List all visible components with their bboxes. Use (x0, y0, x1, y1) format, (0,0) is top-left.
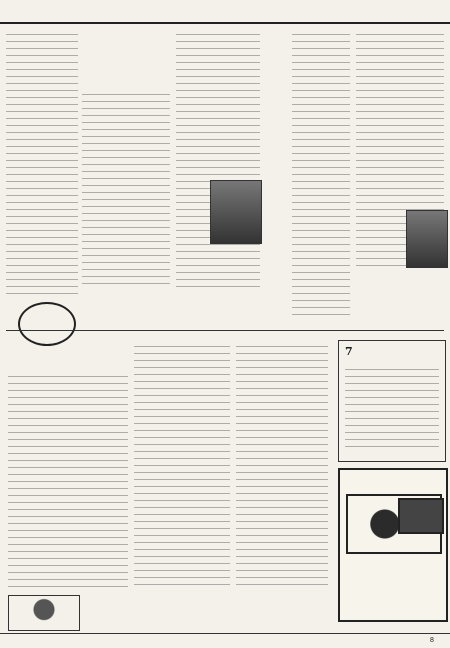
center-lower-text-a (134, 340, 230, 590)
main-article-text-b (176, 28, 260, 288)
center-illustration (210, 180, 262, 244)
left-column-text (6, 28, 78, 298)
column-box (338, 340, 446, 462)
cartoon (8, 595, 80, 631)
center-lower-text-b (236, 340, 328, 590)
main-article-text-a (82, 88, 170, 288)
circular-logo (18, 302, 76, 346)
masthead (0, 0, 450, 24)
child-article-text (8, 370, 128, 590)
tv-advertisement (338, 468, 448, 622)
right-portrait (406, 210, 448, 268)
section-divider (6, 330, 444, 331)
column-box-number: 7 (345, 345, 353, 358)
page-footer (0, 633, 450, 648)
tv-icon (398, 498, 444, 534)
side-article-text-a (292, 28, 350, 318)
page-number: 8 (430, 637, 434, 644)
column-box-text (345, 363, 439, 453)
